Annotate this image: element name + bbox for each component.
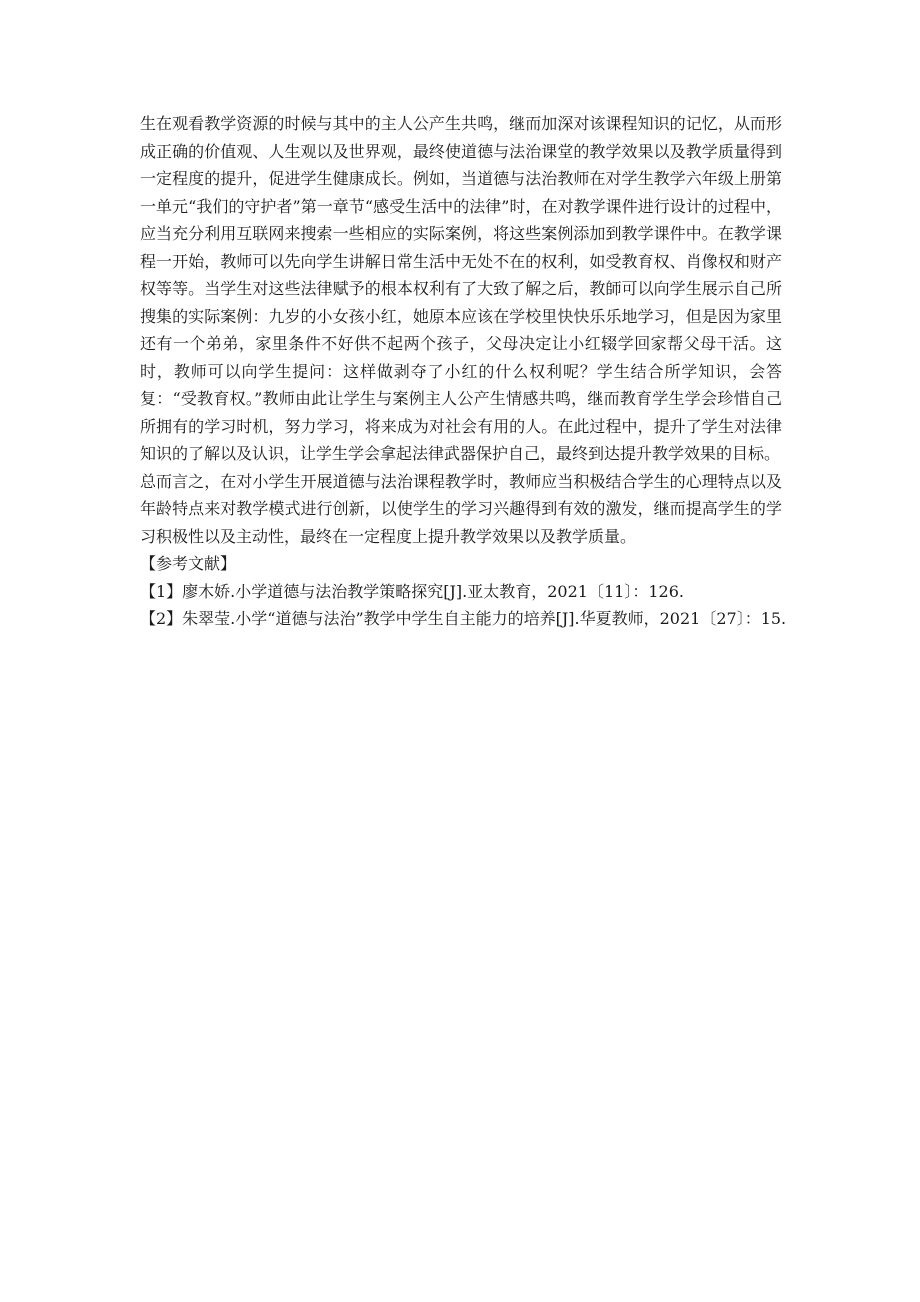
document-body <box>140 110 787 633</box>
body-paragraph-2: 总而言之，在对小学生开展道德与法治课程教学时，教师应当积极结合学生的心理特点以及年龄特点来对教学模式进行创新，以使学生的学习兴趣得到有效的激发，继而提高学生的学习积极性以及主动性，最终在一定程度上提升教学效果以及教学质量。 <box>140 471 782 546</box>
references-heading: 【参考文献】 <box>140 554 237 573</box>
body-paragraph-1: 生在观看教学资源的时候与其中的主人公产生共鸣，继而加深对该课程知识的记忆，从而形成正确的价值观、人生观以及世界观，最终使道德与法治课堂的教学效果以及教学质量得到一定程度的提升，促进学生健康成长。例如，当道德与法治教师在对学生教学六年级上册第一单元“我们的守护者”第一章节“感受生活中的法律”时，在对教学课件进行设计的过程中，应当充分利用互联网来搜索一些相应的实际案例，将这些案例添加到教学课件中。在教学课程一开始，教师可以先向学生讲解日常生活中无处不在的权利，如受教育权、肖像权和财产权等等。当学生对这些法律赋予的根本权利有了大致了解之后，教師可以向学生展示自己所搜集的实际案例：九岁的小女孩小红，她原本应该在学校里快快乐乐地学习，但是因为家里还有一个弟弟，家里条件不好供不起两个孩子，父母决定让小红辍学回家帮父母干活。这时，教师可以向学生提问：这样做剥夺了小红的什么权利呢？学生结合所学知识，会答复：“受教育权。”教师由此让学生与案例主人公产生情感共鸣，继而教育学生学会珍惜自己所拥有的学习时机，努力学习，将来成为对社会有用的人。在此过程中，提升了学生对法律知识的了解以及认识，让学生学会拿起法律武器保护自己，最终到达提升教学效果的目标。 <box>140 114 782 463</box>
reference-item-1: 【1】廖木娇.小学道德与法治教学策略探究[J].亚太教育，2021〔11〕：126. <box>140 581 684 601</box>
reference-item-2: 【2】朱翠莹.小学“道德与法治”教学中学生自主能力的培养[J].华夏教师，2021〔27〕：15. <box>140 609 787 628</box>
